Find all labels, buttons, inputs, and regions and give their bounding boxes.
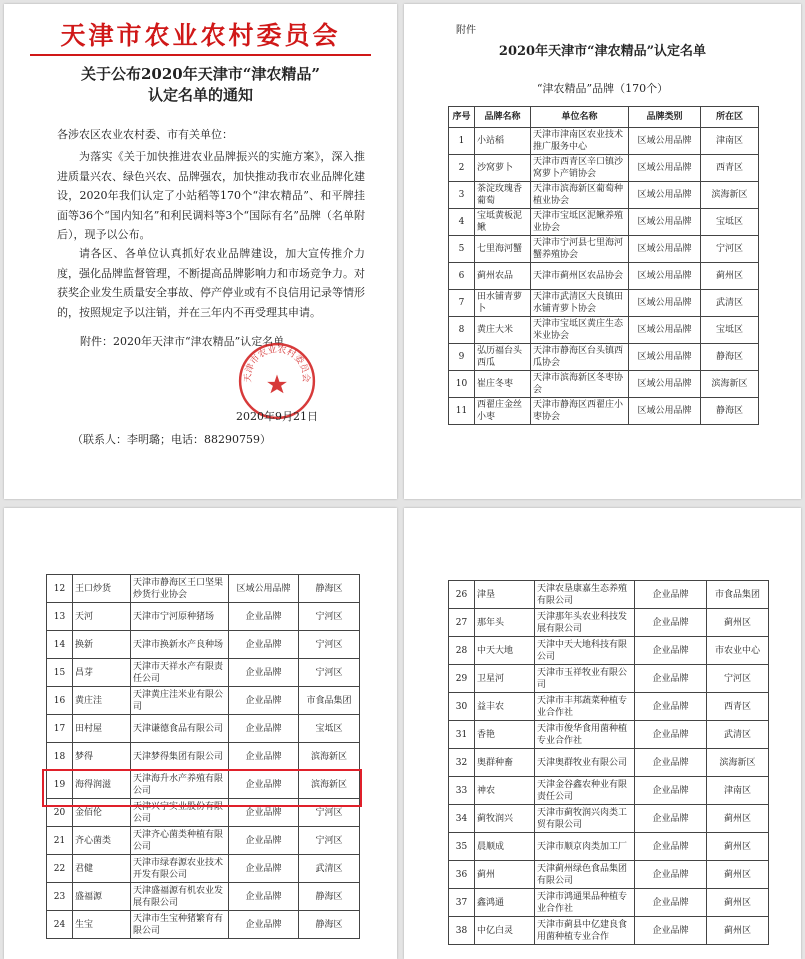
district: 武清区 [701,290,759,317]
brand-name: 中天大地 [475,637,535,665]
brand-category: 企业品牌 [635,693,707,721]
brand-name: 小站稻 [475,128,531,155]
unit-name: 天津市津南区农业技术推广服务中心 [531,128,629,155]
brand-category: 企业品牌 [229,631,299,659]
unit-name: 天津奥群牧业有限公司 [535,749,635,777]
brand-name: 田村屋 [73,715,131,743]
row-number: 22 [47,855,73,883]
row-number: 8 [449,317,475,344]
district: 静海区 [299,911,360,939]
unit-name: 天津市换新水产良种场 [131,631,229,659]
unit-name: 天津市宁河原种猪场 [131,603,229,631]
brand-name: 生宝 [73,911,131,939]
row-number: 5 [449,236,475,263]
brand-name: 蓟州农品 [475,263,531,290]
district: 宁河区 [299,659,360,687]
district: 市农业中心 [707,637,769,665]
table-row [449,609,769,637]
brand-category: 企业品牌 [229,715,299,743]
brand-name: 天河 [73,603,131,631]
brand-table [448,106,759,425]
unit-name: 天津农垦康嘉生态养殖有限公司 [535,581,635,609]
district: 静海区 [701,398,759,425]
row-number: 24 [47,911,73,939]
row-number: 35 [449,833,475,861]
table-body [47,575,360,939]
brand-name: 晨顺成 [475,833,535,861]
district: 蓟州区 [707,833,769,861]
brand-category: 区域公用品牌 [629,236,701,263]
table-header-row [449,107,759,128]
brand-category: 区域公用品牌 [629,371,701,398]
district: 蓟州区 [707,609,769,637]
brand-name: 奥群种畜 [475,749,535,777]
brand-name: 神农 [475,777,535,805]
unit-name: 天津盛福源有机农业发展有限公司 [131,883,229,911]
unit-name: 天津梦得集团有限公司 [131,743,229,771]
annex-label: 附件 [456,25,476,36]
table-row [449,917,769,945]
brand-category: 企业品牌 [635,721,707,749]
brand-name: 金佰伦 [73,799,131,827]
contact-info: （联系人：李明璐；电话：88290759） [72,433,271,446]
row-number: 38 [449,917,475,945]
brand-name: 梦得 [73,743,131,771]
unit-name: 天津兴宁实业股份有限公司 [131,799,229,827]
brand-category: 区域公用品牌 [629,290,701,317]
brand-category: 企业品牌 [229,827,299,855]
table-row [47,687,360,715]
title-line-1: 关于公布2020年天津市“津农精品” [80,65,320,83]
issue-date: 2020年9月21日 [236,410,318,423]
row-number: 31 [449,721,475,749]
district: 滨海新区 [701,182,759,209]
table-body [449,581,769,945]
unit-name: 天津市西青区辛口镇沙窝萝卜产销协会 [531,155,629,182]
brand-name: 沙窝萝卜 [475,155,531,182]
brand-name: 茶淀玫瑰香葡萄 [475,182,531,209]
brand-name: 昌芽 [73,659,131,687]
notice-page [4,4,397,499]
unit-name: 天津市静海区西翟庄小枣协会 [531,398,629,425]
brand-category: 企业品牌 [229,771,299,799]
district: 西青区 [707,693,769,721]
table-row [449,263,759,290]
table-row [47,883,360,911]
row-number: 26 [449,581,475,609]
red-letterhead: 天津市农业农村委员会 [60,21,341,50]
brand-category: 区域公用品牌 [629,209,701,236]
list-subtitle: “津农精品”品牌（170个） [536,82,669,95]
table-row [449,371,759,398]
table-row [449,128,759,155]
brand-category: 区域公用品牌 [629,182,701,209]
brand-name: 弘历福台头西瓜 [475,344,531,371]
table-row [47,575,360,603]
table-row [47,827,360,855]
brand-name: 那年头 [475,609,535,637]
brand-category: 企业品牌 [229,911,299,939]
district: 西青区 [701,155,759,182]
row-number: 15 [47,659,73,687]
table-row [449,889,769,917]
row-number: 18 [47,743,73,771]
unit-name: 天津金谷鑫农种业有限责任公司 [535,777,635,805]
unit-name: 天津市宝坻区黄庄生态米业协会 [531,317,629,344]
row-number: 37 [449,889,475,917]
row-number: 32 [449,749,475,777]
table-row [449,721,769,749]
table-row [449,749,769,777]
row-number: 16 [47,687,73,715]
unit-name: 天津蓟州绿色食品集团有限公司 [535,861,635,889]
row-number: 12 [47,575,73,603]
row-number: 10 [449,371,475,398]
brand-category: 企业品牌 [635,917,707,945]
attachment-line: 附件：2020年天津市“津农精品”认定名单 [80,335,285,348]
table-body [449,128,759,425]
unit-name: 天津市武清区大良镇田水铺青萝卜协会 [531,290,629,317]
brand-category: 区域公用品牌 [629,398,701,425]
district: 宁河区 [299,631,360,659]
row-number: 34 [449,805,475,833]
brand-category: 企业品牌 [229,743,299,771]
brand-name: 君健 [73,855,131,883]
row-number: 29 [449,665,475,693]
row-number: 21 [47,827,73,855]
body-paragraph-1: 为落实《关于加快推进农业品牌振兴的实施方案》，深入推进质量兴农、绿色兴农、品牌强农，加快推动我市农业品牌化建设，2020年我们认定了小站稻等170个“津农精品”、和平牌挂面等36个“国内知名”和利民调料等3个“国际有名”品牌（名单附后），现予以公布。 [57,150,365,241]
table-row [47,715,360,743]
unit-name: 天津市丰邦蔬菜种植专业合作社 [535,693,635,721]
district: 宝坻区 [701,317,759,344]
brand-category: 企业品牌 [635,777,707,805]
unit-name: 天津市宁河县七里海河蟹养殖协会 [531,236,629,263]
unit-name: 天津市蓟县中亿建良食用菌种植专业合作 [535,917,635,945]
row-number: 6 [449,263,475,290]
row-number: 7 [449,290,475,317]
table-row [449,637,769,665]
header-cell: 品牌类别 [629,107,701,128]
brand-category: 企业品牌 [635,889,707,917]
district: 蓟州区 [707,861,769,889]
list-title: 2020年天津市“津农精品”认定名单 [498,44,707,59]
brand-name: 黄庄大米 [475,317,531,344]
district: 市食品集团 [299,687,360,715]
district: 滨海新区 [701,371,759,398]
brand-table-continued [448,580,769,945]
brand-category: 企业品牌 [635,749,707,777]
table-row [47,659,360,687]
unit-name: 天津市静海区王口坚果炒货行业协会 [131,575,229,603]
unit-name: 天津市玉祥牧业有限公司 [535,665,635,693]
brand-name: 盛福源 [73,883,131,911]
district: 静海区 [299,883,360,911]
row-number: 27 [449,609,475,637]
row-number: 36 [449,861,475,889]
header-cell: 单位名称 [531,107,629,128]
brand-category: 区域公用品牌 [629,263,701,290]
brand-category: 企业品牌 [229,799,299,827]
brand-name: 中亿白灵 [475,917,535,945]
document-title [34,64,367,106]
row-number: 23 [47,883,73,911]
unit-name: 天津市宝坻区泥鳅养殖业协会 [531,209,629,236]
unit-name: 天津齐心菌类种植有限公司 [131,827,229,855]
district: 津南区 [701,128,759,155]
brand-name: 卫星河 [475,665,535,693]
title-line-2: 认定名单的通知 [147,86,253,104]
district: 宁河区 [299,799,360,827]
row-number: 17 [47,715,73,743]
unit-name: 天津市静海区台头镇西瓜协会 [531,344,629,371]
brand-category: 企业品牌 [635,637,707,665]
district: 蓟州区 [707,805,769,833]
brand-category: 区域公用品牌 [629,344,701,371]
row-number: 33 [449,777,475,805]
brand-name: 蓟牧润兴 [475,805,535,833]
brand-category: 区域公用品牌 [629,155,701,182]
list-page-1 [404,4,801,499]
table-row [449,236,759,263]
district: 滨海新区 [707,749,769,777]
brand-category: 区域公用品牌 [229,575,299,603]
brand-category: 区域公用品牌 [629,317,701,344]
district: 宁河区 [299,827,360,855]
table-row [449,861,769,889]
brand-name: 齐心菌类 [73,827,131,855]
district: 蓟州区 [701,263,759,290]
row-number: 3 [449,182,475,209]
salutation: 各涉农区农业农村委、市有关单位： [57,128,233,141]
district: 静海区 [299,575,360,603]
brand-category: 企业品牌 [229,855,299,883]
district: 宁河区 [707,665,769,693]
seal-text: 天津市农业农村委员会 [243,344,311,383]
table-row [449,209,759,236]
unit-name: 天津市绿春源农业技术开发有限公司 [131,855,229,883]
unit-name: 天津市滨海新区葡萄种植业协会 [531,182,629,209]
brand-category: 企业品牌 [635,581,707,609]
unit-name: 天津市生宝种猪繁育有限公司 [131,911,229,939]
unit-name: 天津市鸿通果品种植专业合作社 [535,889,635,917]
body-paragraph-2: 请各区、各单位认真抓好农业品牌建设，加大宣传推介力度，强化品牌监督管理，不断提高品牌影响力和市场竞争力。对获奖企业发生质量安全事故、停产停业或有不良信用记录等情形的，按照规定予以注销，并在三年内不再受理其申请。 [57,247,365,319]
brand-table-continued [46,574,360,939]
unit-name: 天津市顺京肉类加工厂 [535,833,635,861]
table-row [449,833,769,861]
table-row [47,911,360,939]
unit-name: 天津黄庄洼米业有限公司 [131,687,229,715]
brand-name: 益丰农 [475,693,535,721]
brand-name: 津垦 [475,581,535,609]
brand-category: 企业品牌 [635,833,707,861]
unit-name: 天津市蓟州区农品协会 [531,263,629,290]
unit-name: 天津中天大地科技有限公司 [535,637,635,665]
row-number: 11 [449,398,475,425]
table-row [449,398,759,425]
brand-category: 企业品牌 [229,603,299,631]
unit-name: 天津市滨海新区冬枣协会 [531,371,629,398]
brand-category: 企业品牌 [229,687,299,715]
row-number: 30 [449,693,475,721]
district: 武清区 [707,721,769,749]
brand-name: 鑫鸿通 [475,889,535,917]
header-cell: 品牌名称 [475,107,531,128]
district: 宁河区 [701,236,759,263]
table-row [47,771,360,799]
district: 宝坻区 [701,209,759,236]
brand-name: 黄庄洼 [73,687,131,715]
row-number: 28 [449,637,475,665]
unit-name: 天津海升水产养殖有限公司 [131,771,229,799]
table-row [449,665,769,693]
row-number: 19 [47,771,73,799]
brand-category: 区域公用品牌 [629,128,701,155]
district: 蓟州区 [707,917,769,945]
table-row [449,182,759,209]
district: 宝坻区 [299,715,360,743]
brand-category: 企业品牌 [229,883,299,911]
table-row [47,799,360,827]
district: 滨海新区 [299,771,360,799]
row-number: 1 [449,128,475,155]
brand-name: 七里海河蟹 [475,236,531,263]
table-row [47,855,360,883]
brand-name: 海得润滋 [73,771,131,799]
district: 市食品集团 [707,581,769,609]
brand-name: 崔庄冬枣 [475,371,531,398]
brand-category: 企业品牌 [229,659,299,687]
brand-category: 企业品牌 [635,861,707,889]
district: 武清区 [299,855,360,883]
table-row [449,777,769,805]
brand-name: 换新 [73,631,131,659]
row-number: 4 [449,209,475,236]
table-row [449,805,769,833]
unit-name: 天津市天祥水产有限责任公司 [131,659,229,687]
header-cell: 所在区 [701,107,759,128]
table-row [47,631,360,659]
district: 蓟州区 [707,889,769,917]
brand-category: 企业品牌 [635,805,707,833]
brand-name: 田水铺青萝卜 [475,290,531,317]
table-row [449,581,769,609]
row-number: 9 [449,344,475,371]
table-row [47,743,360,771]
district: 津南区 [707,777,769,805]
letterhead-divider [30,54,371,56]
unit-name: 天津那年头农业科技发展有限公司 [535,609,635,637]
table-row [449,290,759,317]
district: 滨海新区 [299,743,360,771]
brand-name: 王口炒货 [73,575,131,603]
list-page-2 [4,508,397,959]
row-number: 13 [47,603,73,631]
brand-name: 宝坻黄板泥鳅 [475,209,531,236]
table-row [449,344,759,371]
row-number: 14 [47,631,73,659]
district: 宁河区 [299,603,360,631]
table-row [449,317,759,344]
brand-name: 蓟州 [475,861,535,889]
table-row [47,603,360,631]
brand-category: 企业品牌 [635,609,707,637]
row-number: 2 [449,155,475,182]
district: 静海区 [701,344,759,371]
row-number: 20 [47,799,73,827]
table-row [449,155,759,182]
unit-name: 天津谦德食品有限公司 [131,715,229,743]
list-page-3 [404,508,801,959]
brand-name: 西翟庄金丝小枣 [475,398,531,425]
header-cell: 序号 [449,107,475,128]
brand-category: 企业品牌 [635,665,707,693]
unit-name: 天津市俊华食用菌种植专业合作社 [535,721,635,749]
unit-name: 天津市蓟牧润兴肉类工贸有限公司 [535,805,635,833]
brand-name: 香艳 [475,721,535,749]
table-row [449,693,769,721]
